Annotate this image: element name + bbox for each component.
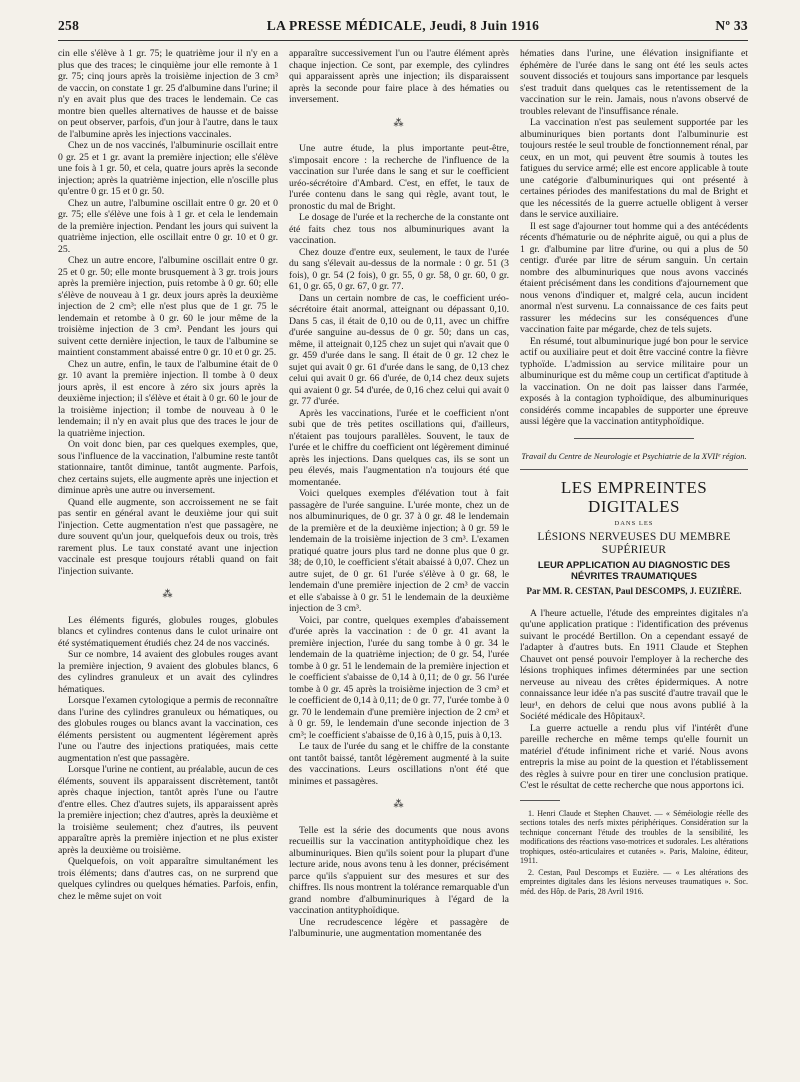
paragraph: Chez un de nos vaccinés, l'albuminurie oscillait entre 0 gr. 25 et 1 gr. avant la première injection; elle s'élève une fois à 1 gr. 50, et cela, quatre jours après la seconde injection; après la quatrième injection, elle n'oscille plus qu'entre 0 gr. 15 et 0 gr. 50. (58, 140, 278, 197)
masthead-title: LA PRESSE MÉDICALE, Jeudi, 8 Juin 1916 (266, 18, 540, 33)
paragraph: On voit donc bien, par ces quelques exemples, que, sous l'influence de la vaccination, l'albumine reste tantôt stationnaire, tantôt diminue, tantôt augmente. Parfois, chez certains sujets, elle augmente après une injection et diminue après une autre ou inversement. (58, 439, 278, 496)
header-rule (58, 40, 748, 41)
paragraph: Chez un autre, enfin, le taux de l'albumine était de 0 gr. 10 avant la première injection. Il tombe à 0 deux jours après, il est encore à zéro six jours après la deuxième injection; il s'élève et était à 0 gr. 60 le jour de la troisième injection; il tombe de nouveau à 0 le lendemain; il n'y en avait plus que des traces le jour de la quatrième injection. (58, 358, 278, 439)
issue-number: Nº 33 (715, 18, 748, 33)
article-subtitle: LÉSIONS NERVEUSES DU MEMBRE SUPÉRIEUR (537, 531, 731, 556)
article-signoff: Travail du Centre de Neurologie et Psychiatrie de la XVIIᵉ région. (521, 450, 747, 461)
section-ornament: ⁂ (162, 589, 174, 600)
paragraph: Après les vaccinations, l'urée et le coefficient n'ont subi que de très petites oscillations qui, d'ailleurs, n'étaient pas toujours parallèles. Souvent, le taux de l'urée et le chiffre du coefficient ont légèrement diminué après les injections. Dans quelques cas, ils se sont un peu élevés, mais l'augmentation n'a toujours été que momentanée. (289, 407, 509, 488)
paragraph: Il est sage d'ajourner tout homme qui a des antécédents récents d'hématurie ou de néphrite aiguë, ou qui a plus de 1 gr. d'albumine par litre d'urine, ou qui a plus de 50 centigr. d'urée par litre de sérum sanguin. Un certain nombre des albuminuriques que nous avons vaccinés étaient précisément dans les conditions d'ajournement que nous venons d'indiquer et, malgré cela, aucun incident anormal n'est survenu. La connaissance de ces faits peut rassurer les médecins sur les conséquences d'une vaccination faite par mégarde, chez de tels sujets. (520, 220, 748, 335)
paragraph: Le dosage de l'urée et la recherche de la constante ont été faits chez tous nos albuminuriques avant la vaccination. (289, 212, 509, 246)
paragraph: Lorsque l'examen cytologique a permis de reconnaître dans l'urine des cylindres granuleux ou hématiques, ou des globules rouges ou blancs avant la vaccination, ces éléments persistent ou augmentent légèrement après l'une ou l'autre des injections pratiquées, mais cette augmentation n'est que passagère. (58, 695, 278, 764)
paragraph: cin elle s'élève à 1 gr. 75; le quatrième jour il n'y en a plus que des traces; le cinquième jour elle remonte à 1 gr. 75; cinq jours après la troisième injection de 3 cm³ de vaccin, on constate 1 gr. 25 d'albumine dans l'urine; il n'y en avait plus que des traces le lendemain. Ce cas montre bien quelles alternatives de hausse et de baisse on peut observer, parfois, d'un jour à l'autre, dans le taux de l'albumine après les injections vaccinales. (58, 48, 278, 140)
footnotes (520, 809, 748, 897)
article-application: LEUR APPLICATION AU DIAGNOSTIC DES NÉVRITES TRAUMATIQUES (537, 560, 731, 582)
page-number: 258 (58, 18, 80, 33)
separator-rule (520, 469, 748, 470)
article-title-connector: DANS LES (614, 519, 654, 527)
paragraph: A l'heure actuelle, l'étude des empreintes digitales n'a qu'une application pratique : l'identification des prévenus suivant le procédé Bertillon. On a cependant essayé de l'adapter à d'autres buts. En 1911 Claude et Stephen Chauvet ont pensé pouvoir l'employer à la recherche des lésions trophiques infimes déterminées par une section nerveuse au niveau des crêtes épidermiques. A notre connaissance leur idée n'a pas suscité d'autre travail que le leur¹, en dehors de celui que nous avons publié à la Société médicale des Hôpitaux². (520, 607, 748, 722)
paragraph: apparaître successivement l'un ou l'autre élément après chaque injection. Ce sont, par exemple, des cylindres qui apparaissent après une injection; ils disparaissent après la seconde pour faire place à des hématies ou inversement. (289, 48, 509, 105)
section-ornament: ⁂ (393, 799, 405, 810)
paragraph: Quelquefois, on voit apparaître simultanément les trois éléments; dans d'autres cas, on ne surprend que quelques cylindres ou quelques hématies. Parfois, enfin, chez le même sujet on voit (58, 856, 278, 902)
paragraph: Lorsque l'urine ne contient, au préalable, aucun de ces éléments, souvent ils apparaissent discrètement, tantôt après chaque injection, tantôt après l'une ou l'autre d'entre elles. Chez d'autres sujets, ils apparaissent après la première injection; chez d'autres, après la deuxième et la troisième seulement; chez d'autres, ils peuvent apparaître après la première injection et ne plus exister après la deuxième ou troisième. (58, 764, 278, 856)
paragraph: hématies dans l'urine, une élévation insignifiante et éphémère de l'urée dans le sang ont été les seuls actes souvent dissociés et toujours sans importance par lesquels s'est traduit dans quelques cas le retentissement de la vaccination sur le rein. Jamais, nous n'avons observé de troubles relevant de l'insuffisance rénale. (520, 48, 748, 117)
footnote-rule (520, 800, 560, 801)
paragraph: La vaccination n'est pas seulement supportée par les albuminuriques bien portants dont l'albuminurie est toujours restée le seul trouble de fonctionnement rénal, par ceux, en un mot, qui peuvent être soumis à toutes les fatigues du service armé; elle est encore applicable à toute une catégorie d'albuminuriques qui ont présenté à certaines périodes des manifestations du mal de Bright et que les nécessités de la guerre actuelle obligent à verser dans le service auxiliaire. (520, 117, 748, 220)
section-ornament: ⁂ (393, 117, 405, 129)
paragraph: Une autre étude, la plus importante peut-être, s'imposait encore : la recherche de l'influence de la vaccination sur l'urée dans le sang et sur le coefficient uréo-sécrétoire d'Ambard. C'est, en effet, le taux de l'urée contenu dans le sang qui règle, avant tout, le pronostic du mal de Bright. (289, 143, 509, 212)
separator-rule (574, 438, 694, 439)
column-3 (520, 48, 748, 1074)
paragraph: Dans un certain nombre de cas, le coefficient uréo-sécrétoire était anormal, atteignant ou dépassant 0,10. Dans 5 cas, il était de 0,10 ou de 0,11, avec un chiffre d'urée sanguine au-dessus de 0 gr. 50; dans un cas, même, il atteignait 0,125 chez un sujet qui n'avait que 0 gr. 459 d'urée dans le sang. Il était de 0 gr. 12 chez le sujet qui avait 0 gr. 61 d'urée dans le sang, de 0,13 chez celui qui avait 0 gr. 66 d'urée, de 0,14 chez deux sujets qui avaient 0 gr. 54 d'urée, de 0,16 chez celui qui avait 0 gr. 77 d'urée. (289, 292, 509, 407)
footnote: 2. Cestan, Paul Descomps et Euzière. — « Les altérations des empreintes digitales dans les lésions nerveuses traumatiques ». Soc. méd. des Hôp. de Paris, 28 Avril 1916. (520, 867, 748, 896)
article-title: LES EMPREINTES DIGITALES (560, 477, 708, 516)
paragraph: Telle est la série des documents que nous avons recueillis sur la vaccination antityphoïdique chez les albuminuriques. Bien qu'ils soient pour la plupart d'une lecture aride, nous avons tenu à les donner, précisément parce qu'ils s'appuient sur des mesures et sur des chiffres. Ils nous montrent la tolérance remarquable d'un grand nombre d'albuminuriques à l'égard de la vaccination antityphoïdique. (289, 824, 509, 916)
paragraph: La guerre actuelle a rendu plus vif l'intérêt d'une pareille recherche en même temps qu'elle fournit un matériel d'étude infiniment riche et varié. Nous avons entrepris la mise au point de la question et l'établissement des règles à suivre pour en tirer une conclusion pratique. C'est le résultat de cette recherche que nous apportons ici. (520, 722, 748, 791)
paragraph: Sur ce nombre, 14 avaient des globules rouges avant la première injection, 9 avaient des globules blancs, 6 des cylindres granuleux et un avait des cylindres hématiques. (58, 649, 278, 695)
paragraph: En résumé, tout albuminurique jugé bon pour le service actif ou auxiliaire peut et doit être vacciné contre la fièvre typhoïde. L'admission au service militaire pour un albuminurique est du même coup un certificat d'aptitude à la vaccination. On ne doit pas laisser dans l'armée, exposés à la contagion typhoïdique, des albuminuriques considérés comme incapables de supporter une épreuve aussi légère que la vaccination antityphoïdique. (520, 335, 748, 427)
paragraph: Chez douze d'entre eux, seulement, le taux de l'urée du sang s'élevait au-dessus de la normale : 0 gr. 51 (3 fois), 0 gr. 54 (2 fois), 0 gr. 55, 0 gr. 58, 0 gr. 60, 0 gr. 61, 0 gr. 65, 0 gr. 67, 0 gr. 77. (289, 246, 509, 292)
paragraph: Les éléments figurés, globules rouges, globules blancs et cylindres contenus dans le culot urinaire ont été systématiquement étudiés chez 24 de nos vaccinés. (58, 614, 278, 649)
paragraph: Quand elle augmente, son accroissement ne se fait pas sentir en général avant le deuxième jour qui suit l'injection. Cette augmentation n'est que passagère, ne dure souvent qu'un jour, quelquefois deux ou trois, très rarement plus. Le taux constaté avant une injection vaccinale est presque toujours rétabli quand on fait l'injection suivante. (58, 496, 278, 577)
paragraph: Une recrudescence légère et passagère de l'albuminurie, une augmentation momentanée des (289, 916, 509, 939)
paragraph: Voici, par contre, quelques exemples d'abaissement d'urée après la vaccination : de 0 gr. 41 avant la première injection, l'urée du sang tombe à 0 gr. 34 le lendemain de la quatrième injection; de 0 gr. 54, l'urée tombe à 0 gr. 51 le lendemain de la première injection et le coefficient s'abaisse de 0,14 à 0,11; de 0 gr. 56 l'urée tombe à 0 gr. 45 après la troisième injection de 3 cm³ et le coefficient de 0,14 à 0,11; de 0 gr. 77, l'urée tombe à 0 gr. 70 le lendemain d'une première injection de 2 cm³ et à 0 gr. 59, le lendemain d'une seconde injection de 3 cm³; le coefficient s'abaisse de 0,16 à 0,15, puis à 0,13. (289, 614, 509, 741)
article-authors: Par MM. R. CESTAN, Paul DESCOMPS, J. EUZIÈRE. (526, 586, 742, 596)
column-2 (289, 48, 509, 1074)
column-1 (58, 48, 278, 1074)
paragraph: Voici quelques exemples d'élévation tout à fait passagère de l'urée sanguine. L'urée monte, chez un de nos albuminuriques, de 0 gr. 37 à 0 gr. 48 le lendemain de la première et de la deuxième injection; à 0 gr. 59 le lendemain de la troisième injection de 3 cm³. L'examen pratiqué quatre jours plus tard ne donne plus que 0 gr. 38; de 0,10, le coefficient s'était abaissé à 0,07. Chez un autre sujet, de 0 gr. 61 l'urée s'élève à 0 gr. 68, le lendemain d'une première injection de 2 cm³ de vaccin et elle s'abaisse à 0 gr. 51 le lendemain de la deuxième injection de 3 cm³. (289, 488, 509, 614)
paragraph: Le taux de l'urée du sang et le chiffre de la constante ont tantôt baissé, tantôt légèrement augmenté à la suite des vaccinations. Leurs oscillations n'ont été que minimes et passagères. (289, 741, 509, 787)
footnote: 1. Henri Claude et Stephen Chauvet. — « Séméiologie réelle des sections totales des nerfs mixtes périphériques. Considération sur la technique concernant l'étude des troubles de la sensibilité, les modifications des réactions vaso-motrices et sudorales. Les altérations trophiques, ostéo-articulaires et cutanées ». Paris, Maloine, éditeur, 1911. (520, 808, 748, 865)
page-header (58, 18, 748, 40)
paragraph: Chez un autre, l'albumine oscillait entre 0 gr. 20 et 0 gr. 75; elle s'élève une fois à 1 gr. et cela le lendemain de la première injection. Pendant les jours qui suivent la quatrième injection, elle oscillait entre 0 gr. 10 et 0 gr. 25. (58, 197, 278, 255)
paragraph: Chez un autre encore, l'albumine oscillait entre 0 gr. 25 et 0 gr. 50; elle monte brusquement à 3 gr. trois jours après la première injection, puis retombe à 0 gr. 60; elle s'élève de nouveau à 1 gr. deux jours après la deuxième injection de 2 cm³; elle n'est plus que de 1 gr. 75 le lendemain et retombe à 0 gr. 60 le jour même de la troisième injection de 3 cm³. Pendant les jours qui suivent cette dernière injection, le taux de l'albumine se maintient constamment abaissé entre 0 gr. 10 et 0 gr. 25. (58, 255, 278, 358)
